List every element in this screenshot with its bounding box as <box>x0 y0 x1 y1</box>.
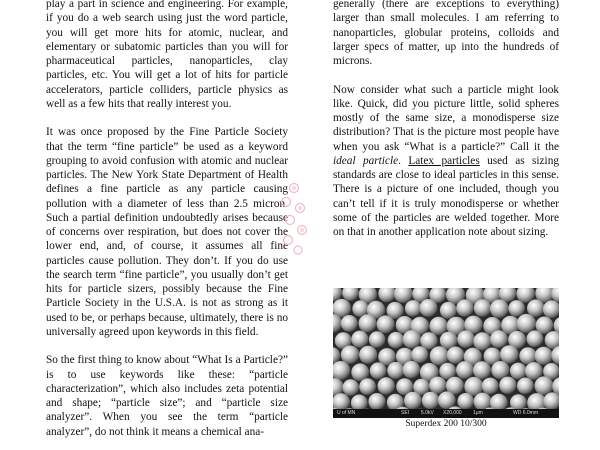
sem-sphere <box>359 346 377 364</box>
ideal-particle-term: ideal particle <box>333 154 399 167</box>
sem-sphere <box>457 393 474 409</box>
sem-sphere <box>359 378 376 395</box>
sem-sphere <box>440 302 457 319</box>
sem-sphere <box>438 391 456 409</box>
sem-sphere <box>388 332 405 349</box>
left-column <box>46 0 288 450</box>
sem-sphere <box>369 331 386 348</box>
sem-sphere <box>447 347 464 364</box>
ideal-particle-text-3: used as sizing standards are close to ideal particles in this sense. There is a picture of one included, though you can’t tell if it is truly monodisperse or whether some of the particles are welded together. More on that in another application note about sizing. <box>333 154 559 238</box>
sem-sphere <box>341 315 358 332</box>
sem-sphere <box>411 346 428 363</box>
sem-sphere <box>490 299 509 318</box>
paragraph-ideal-particle <box>333 83 559 240</box>
sem-sphere <box>370 362 387 379</box>
paragraph-fine-particle-society: It was once proposed by the Fine Particle Society that the term “fine particle” be used as a keyword grouping to avoid confusion with atomic and nuclear particles. The New York State Department of Health defines a fine particle as any particle causing pollution with a diameter of less than 2.5 micron. Such a partial definition undoubtedly arises because of concerns over respiration, but does not cover the lower end, and, of course, it assumes all fine particles cause pollution. They don’t. If you do use the search term “fine particle”, you usually don’t get hits for particle sizers, possibly because the Fine Particle Society in the U.S.A. is not as strong as it used to be, or perhaps because, ultimately, there is no universally agreed upon keywords in this field. <box>46 126 288 338</box>
sem-sphere <box>527 330 544 347</box>
sem-sphere <box>456 299 473 316</box>
sem-sphere <box>359 314 377 332</box>
sem-spheres-graphic <box>333 288 559 409</box>
sem-sphere <box>490 330 508 348</box>
sem-sphere <box>473 332 491 350</box>
sem-sphere <box>404 392 422 409</box>
sem-sphere <box>500 345 519 364</box>
sem-sphere <box>403 330 421 348</box>
sem-sphere <box>387 362 404 379</box>
sem-label-scale: 1μm <box>473 410 483 416</box>
figure-caption: Superdex 200 10/300 <box>405 419 487 429</box>
ideal-particle-text-1: Now consider what such a particle might look like. Quick, did you picture little, solid spheres mostly of the same size, a monodisperse size distribution? That is the picture most people have when you ask “What is a particle?” Call it the <box>333 83 559 153</box>
ideal-particle-text-2: . <box>398 154 409 167</box>
sem-sphere <box>377 315 395 333</box>
sem-sphere <box>430 346 449 365</box>
sem-sphere <box>457 330 475 348</box>
paragraph-particle-search: play a part in science and engineering. For example, if you do a web search using just the word particle, you will get more hits for atomic, nuclear, and elementary or subatomic particles than you will for pharmaceutical particles, nanoparticles, clay particles, etc. You will get a lot of hits for particle accelerators, particle colliders, particle physics as well as a few hits that really interest you. <box>46 0 288 110</box>
sem-sphere <box>527 299 545 317</box>
sem-sphere <box>405 300 422 317</box>
sem-sphere <box>474 299 492 317</box>
right-column <box>333 0 559 254</box>
sem-label-detector: SEI <box>401 410 410 416</box>
watermark-dots-graphic <box>274 178 314 258</box>
sem-sphere <box>351 331 368 348</box>
sem-sphere <box>422 392 440 409</box>
sem-latex-particles-image <box>333 288 559 418</box>
sem-sphere <box>343 379 360 396</box>
sem-sphere <box>341 346 360 365</box>
sem-scale-bar <box>333 409 559 418</box>
sem-label-working-distance: WD 6.0mm <box>513 410 538 416</box>
sem-sphere <box>403 361 421 379</box>
sem-sphere <box>456 361 474 379</box>
sem-sphere <box>499 377 516 394</box>
sem-sphere <box>378 377 395 394</box>
sem-label-magnification: X20,000 <box>443 410 462 416</box>
latex-particles-link[interactable]: Latex particles <box>408 154 480 167</box>
sem-sphere <box>473 361 491 379</box>
sem-sphere <box>519 347 536 364</box>
sem-sphere <box>510 363 527 380</box>
sem-sphere <box>429 317 447 335</box>
sem-sphere <box>517 378 534 395</box>
sem-sphere <box>482 378 499 395</box>
sem-sphere <box>491 361 509 379</box>
paragraph-particle-sizes: generally (there are exceptions to everything) larger than small molecules. I am referring to nanoparticles, globular proteins, colloids and larger specs of matter, up into the hundreds of microns. <box>333 0 559 67</box>
paragraph-keywords: So the first thing to know about “What Is a Particle?” is to use keywords like these: “particle characterization”, which also includes zeta potential and shape; “particle size”; and “particle size analyzer”. When you see the term “particle analyzer”, do not think it means a chemical ana- <box>46 354 288 438</box>
sem-sphere <box>508 300 525 317</box>
sem-label-institution: U of MN <box>337 410 356 416</box>
sem-label-voltage: 5.0kV <box>421 410 434 416</box>
sem-sphere <box>420 299 438 317</box>
sem-sphere <box>535 376 554 395</box>
sem-sphere <box>517 314 536 333</box>
sem-sphere <box>429 377 446 394</box>
sem-sphere <box>535 347 553 365</box>
